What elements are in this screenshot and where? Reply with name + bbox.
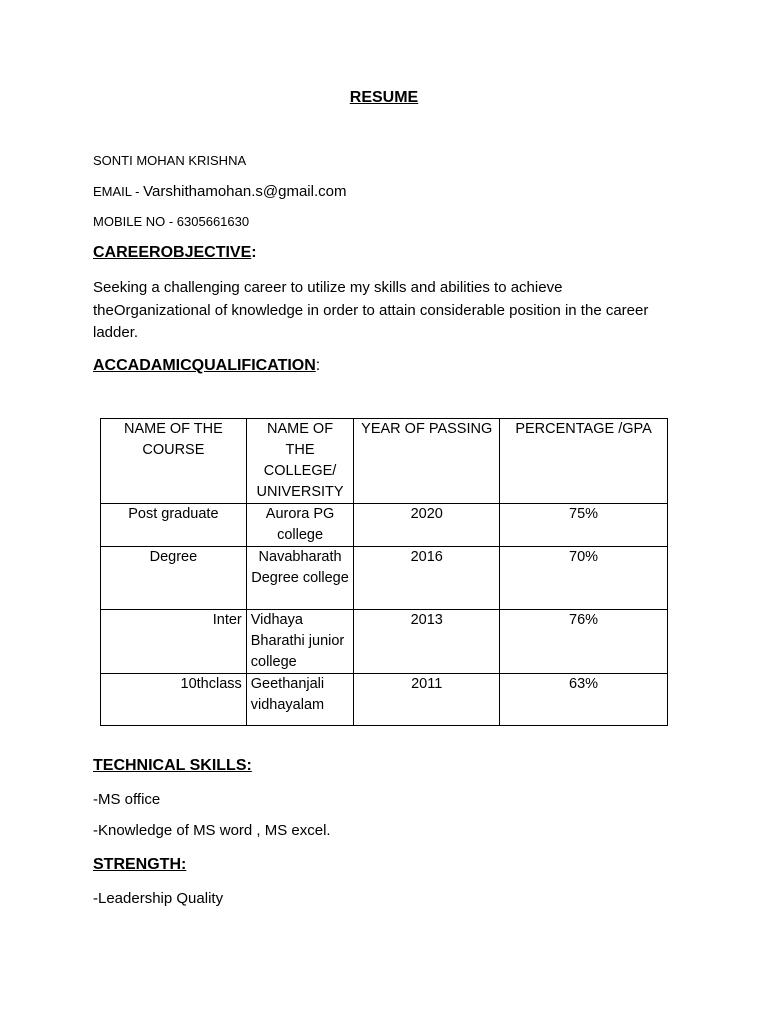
header-percentage: PERCENTAGE /GPA: [500, 419, 668, 504]
header-college: NAME OF THE COLLEGE/ UNIVERSITY: [246, 419, 354, 504]
email-line: [93, 183, 346, 200]
course-cell: Inter: [101, 610, 247, 674]
candidate-name: SONTI MOHAN KRISHNA: [93, 153, 247, 168]
table-header-row: [101, 419, 668, 504]
academic-heading: [93, 357, 320, 375]
college-cell: Aurora PG college: [246, 504, 354, 547]
percentage-cell: 63%: [500, 674, 668, 726]
course-cell: 10thclass: [101, 674, 247, 726]
strength-item: -Leadership Quality: [93, 890, 224, 907]
career-objective-heading-text: CAREEROBJECTIVE: [93, 244, 252, 261]
percentage-cell: 76%: [500, 610, 668, 674]
email-address: Varshithamohan.s@gmail.com: [143, 183, 347, 200]
table-row: [101, 504, 668, 547]
year-cell: 2011: [354, 674, 500, 726]
year-cell: 2016: [354, 547, 500, 610]
college-cell: Navabharath Degree college: [246, 547, 354, 610]
percentage-cell: 75%: [500, 504, 668, 547]
header-course: NAME OF THE COURSE: [101, 419, 247, 504]
technical-skill-item: -Knowledge of MS word , MS excel.: [93, 822, 331, 839]
year-cell: 2013: [354, 610, 500, 674]
year-cell: 2020: [354, 504, 500, 547]
college-cell: Vidhaya Bharathi junior college: [246, 610, 354, 674]
career-objective-heading: [93, 244, 257, 262]
career-objective-colon: :: [251, 244, 257, 261]
strength-heading: STRENGTH:: [93, 856, 187, 873]
college-cell: Geethanjali vidhayalam: [246, 674, 354, 726]
technical-skills-heading: TECHNICAL SKILLS:: [93, 757, 252, 774]
academic-table: [100, 418, 668, 726]
course-cell: Degree: [101, 547, 247, 610]
percentage-cell: 70%: [500, 547, 668, 610]
document-title: RESUME: [349, 89, 419, 106]
table-row: [101, 547, 668, 610]
academic-heading-text: ACCADAMICQUALIFICATION: [93, 357, 316, 374]
table-row: [101, 610, 668, 674]
table-row: [101, 674, 668, 726]
email-label: EMAIL -: [93, 184, 144, 199]
academic-colon: :: [315, 357, 321, 374]
course-cell: Post graduate: [101, 504, 247, 547]
technical-skill-item: -MS office: [93, 791, 161, 808]
mobile-line: MOBILE NO - 6305661630: [93, 214, 250, 229]
header-year: YEAR OF PASSING: [354, 419, 500, 504]
career-objective-text: Seeking a challenging career to utilize my skills and abilities to achieve theOrganizational of knowledge in order to attain considerable position in the career ladder.: [93, 279, 649, 341]
